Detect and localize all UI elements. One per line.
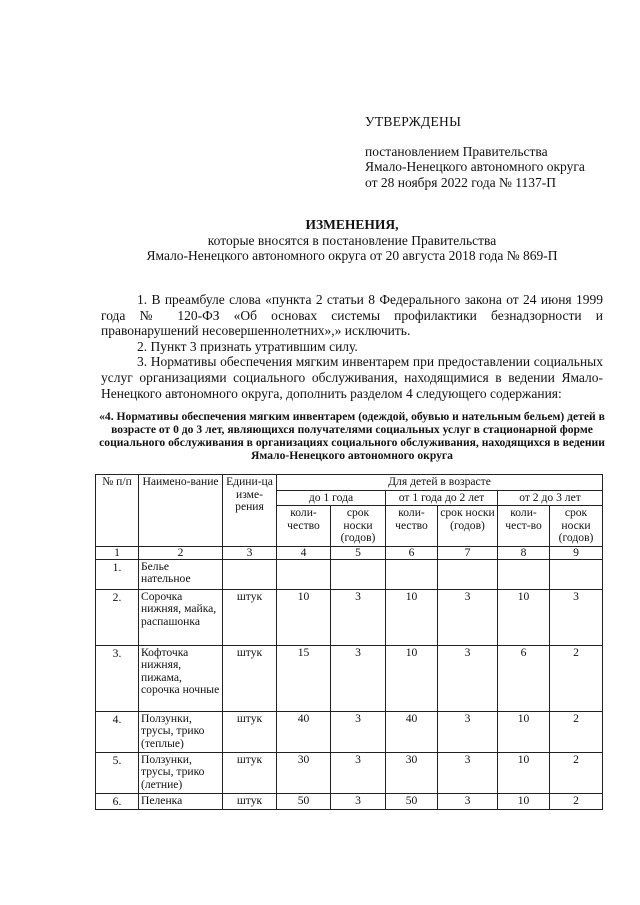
- cell-qty-2: 30: [386, 752, 438, 793]
- header-qty-1: коли-чество: [277, 506, 331, 547]
- cell-term-1: [331, 559, 386, 589]
- cell-name: Ползунки, трусы, трико (летние): [139, 752, 223, 793]
- header-age-1: до 1 года: [277, 490, 386, 506]
- index-cell: 8: [498, 546, 550, 559]
- cell-no: 3.: [96, 645, 139, 711]
- cell-qty-2: 40: [386, 711, 438, 752]
- header-term-1: срок носки (годов): [331, 506, 386, 547]
- cell-unit: штук: [223, 793, 277, 810]
- cell-qty-1: 15: [277, 645, 331, 711]
- header-term-2: срок носки (годов): [438, 506, 498, 547]
- cell-term-2: 3: [438, 793, 498, 810]
- cell-no: 2.: [96, 589, 139, 645]
- cell-name: Белье нательное: [139, 559, 223, 589]
- cell-unit: штук: [223, 645, 277, 711]
- header-age-2: от 1 года до 2 лет: [386, 490, 498, 506]
- table-row: [96, 711, 603, 752]
- cell-term-1: 3: [331, 645, 386, 711]
- cell-term-3: 2: [550, 793, 603, 810]
- cell-unit: штук: [223, 752, 277, 793]
- approval-line-3: от 28 ноября 2022 года № 1137-П: [365, 174, 557, 190]
- cell-name: Сорочка нижняя, майка, распашонка: [139, 589, 223, 645]
- cell-qty-1: 50: [277, 793, 331, 810]
- table-body: [96, 559, 603, 810]
- cell-no: 5.: [96, 752, 139, 793]
- header-no: № п/п: [96, 475, 139, 547]
- cell-term-3: 2: [550, 645, 603, 711]
- header-name: Наимено-вание: [139, 475, 223, 547]
- cell-term-1: 3: [331, 589, 386, 645]
- title-line-1: которые вносятся в постановление Правительства: [207, 232, 497, 248]
- cell-term-3: [550, 559, 603, 589]
- table-row: [96, 793, 603, 810]
- cell-qty-3: 10: [498, 752, 550, 793]
- cell-qty-2: [386, 559, 438, 589]
- document-title: [80, 217, 624, 264]
- cell-term-3: 3: [550, 589, 603, 645]
- cell-term-2: [438, 559, 498, 589]
- cell-unit: штук: [223, 589, 277, 645]
- cell-term-3: 2: [550, 711, 603, 752]
- index-row: [96, 546, 603, 559]
- title-main: ИЗМЕНЕНИЯ,: [305, 217, 399, 232]
- index-cell: 9: [550, 546, 603, 559]
- index-cell: 1: [96, 546, 139, 559]
- index-cell: 3: [223, 546, 277, 559]
- approval-block: [365, 114, 585, 190]
- body-text: [101, 292, 603, 401]
- table-row: [96, 645, 603, 711]
- cell-qty-2: 10: [386, 645, 438, 711]
- cell-term-2: 3: [438, 589, 498, 645]
- header-unit: Едини-ца изме-рения: [223, 475, 277, 547]
- section-heading: «4. Нормативы обеспечения мягким инвентарем (одеждой, обувью и нательным бельем) детей в возрасте от 0 до 3 лет, являющихся получателями социальных услуг в стационарной форме социального обслуживания в организациях социального обслуживания, находящихся в ведении Ямало-Ненецкого автономного округа: [99, 410, 605, 462]
- cell-qty-3: 6: [498, 645, 550, 711]
- paragraph-1: 1. В преамбуле слова «пункта 2 статьи 8 Федерального закона от 24 июня 1999 года № 120-ФЗ «Об основах системы профилактики безнадзорности и правонарушений несовершеннолетних»,» исключить.: [101, 292, 603, 339]
- table-row: [96, 752, 603, 793]
- cell-qty-1: [277, 559, 331, 589]
- table-row: [96, 589, 603, 645]
- cell-qty-1: 10: [277, 589, 331, 645]
- cell-qty-3: 10: [498, 589, 550, 645]
- norms-table: [95, 474, 603, 810]
- index-cell: 6: [386, 546, 438, 559]
- header-age-3: от 2 до 3 лет: [498, 490, 603, 506]
- cell-term-2: 3: [438, 752, 498, 793]
- cell-qty-2: 10: [386, 589, 438, 645]
- cell-name: Ползунки, трусы, трико (теплые): [139, 711, 223, 752]
- paragraph-3: 3. Нормативы обеспечения мягким инвентарем при предоставлении социальных услуг организациями социального обслуживания, находящимися в ведении Ямало-Ненецкого автономного округа, дополнить разделом 4 следующего содержания:: [101, 354, 603, 401]
- header-qty-3: коли-чест-во: [498, 506, 550, 547]
- cell-term-1: 3: [331, 793, 386, 810]
- cell-qty-1: 30: [277, 752, 331, 793]
- cell-term-3: 2: [550, 752, 603, 793]
- cell-name: Кофточка нижняя, пижама, сорочка ночные: [139, 645, 223, 711]
- cell-term-2: 3: [438, 645, 498, 711]
- index-cell: 5: [331, 546, 386, 559]
- title-line-2: Ямало-Ненецкого автономного округа от 20 августа 2018 года № 869-П: [146, 248, 558, 263]
- cell-qty-3: 10: [498, 711, 550, 752]
- index-cell: 2: [139, 546, 223, 559]
- cell-no: 4.: [96, 711, 139, 752]
- paragraph-2: 2. Пункт 3 признать утратившим силу.: [137, 338, 358, 354]
- cell-no: 6.: [96, 793, 139, 810]
- header-age-group: Для детей в возрасте: [277, 475, 603, 491]
- table-header: [96, 475, 603, 560]
- approval-heading: УТВЕРЖДЕНЫ: [365, 114, 462, 129]
- cell-unit: штук: [223, 711, 277, 752]
- cell-unit: [223, 559, 277, 589]
- cell-name: Пеленка: [139, 793, 223, 810]
- cell-term-1: 3: [331, 752, 386, 793]
- cell-term-2: 3: [438, 711, 498, 752]
- cell-qty-3: [498, 559, 550, 589]
- cell-qty-3: 10: [498, 793, 550, 810]
- cell-no: 1.: [96, 559, 139, 589]
- approval-line-2: Ямало-Ненецкого автономного округа: [365, 159, 585, 174]
- index-cell: 4: [277, 546, 331, 559]
- cell-qty-2: 50: [386, 793, 438, 810]
- table-row: [96, 559, 603, 589]
- cell-term-1: 3: [331, 711, 386, 752]
- header-term-3: срок носки (годов): [550, 506, 603, 547]
- header-qty-2: коли-чество: [386, 506, 438, 547]
- cell-qty-1: 40: [277, 711, 331, 752]
- index-cell: 7: [438, 546, 498, 559]
- approval-line-1: постановлением Правительства: [365, 143, 548, 159]
